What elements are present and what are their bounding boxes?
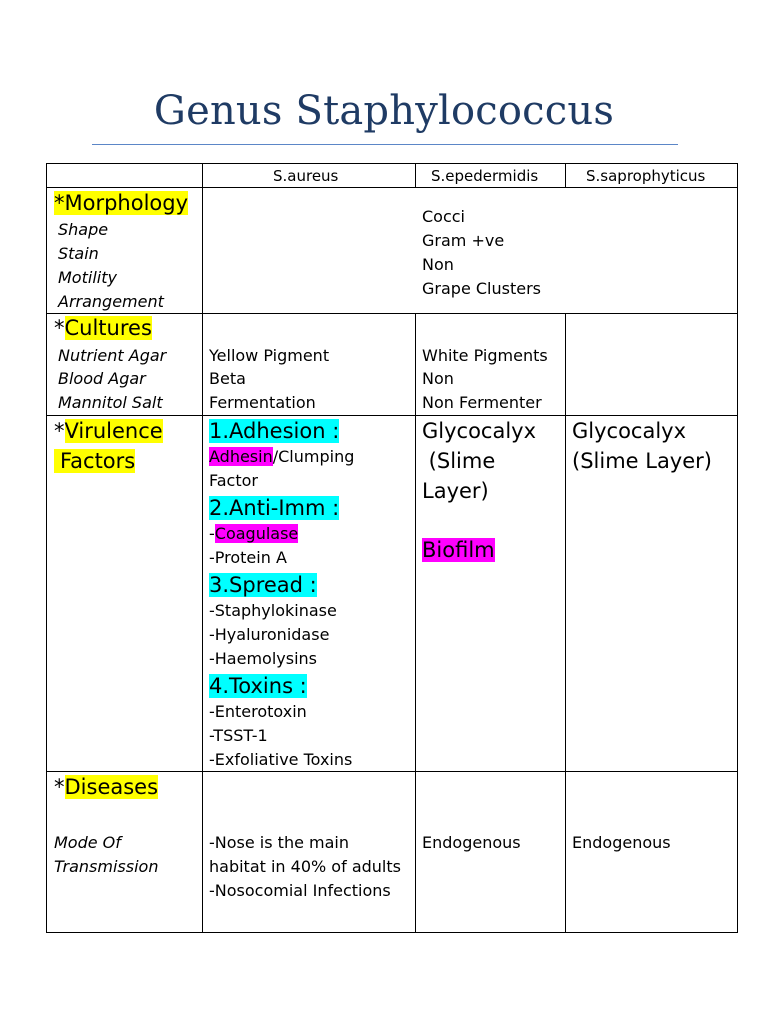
- morphology-value-stain: Gram +ve: [422, 231, 505, 250]
- antiimm-title: [209, 493, 339, 523]
- spread-item: -Hyaluronidase: [209, 625, 330, 644]
- epidermidis-biofilm: [422, 535, 495, 565]
- biofilm-highlight: Biofilm: [422, 538, 495, 562]
- toxins-title-text: 4.Toxins :: [209, 674, 307, 698]
- grid-v4: [737, 163, 738, 933]
- title-underline: [92, 144, 678, 145]
- grid-v0: [46, 163, 47, 933]
- clumping-text: /Clumping: [272, 447, 355, 466]
- cultures-aureus-mannitol: Fermentation: [209, 393, 316, 412]
- toxins-title: [209, 671, 307, 701]
- cultures-label-mannitol: Mannitol Salt: [58, 393, 163, 412]
- cultures-heading-star: *: [54, 316, 65, 340]
- adhesin-line: [209, 445, 354, 469]
- col-header-epidermidis: S.epedermidis: [431, 167, 539, 185]
- adhesion-title: [209, 416, 339, 446]
- factor-text: Factor: [209, 471, 258, 490]
- diseases-heading-text: Diseases: [64, 775, 159, 799]
- diseases-heading-star: *: [54, 775, 65, 799]
- cultures-aureus-blood: Beta: [209, 369, 246, 388]
- saprophyticus-glycocalyx-2: (Slime Layer): [572, 449, 712, 473]
- epidermidis-glycocalyx-3: Layer): [422, 479, 489, 503]
- morphology-value-motility: Non: [422, 255, 454, 274]
- protein-a-text: -Protein A: [209, 548, 287, 567]
- spread-item: -Haemolysins: [209, 649, 317, 668]
- morphology-label-stain: Stain: [58, 244, 99, 263]
- epidermidis-glycocalyx-1: Glycocalyx: [422, 419, 537, 443]
- antiimm-title-text: 2.Anti-Imm :: [209, 496, 340, 520]
- cultures-epidermidis-blood: Non: [422, 369, 454, 388]
- grid-v3b: [565, 313, 566, 933]
- coagulase-highlight: Coagulase: [214, 524, 299, 543]
- grid-v1: [202, 163, 203, 933]
- col-header-aureus: S.aureus: [273, 167, 339, 185]
- diseases-aureus-2: habitat in 40% of adults: [209, 857, 401, 876]
- toxin-item: -Exfoliative Toxins: [209, 750, 353, 769]
- toxin-item: -Enterotoxin: [209, 702, 307, 721]
- cultures-heading: [54, 313, 152, 343]
- spread-title: [209, 570, 317, 600]
- grid-h5: [46, 932, 738, 933]
- adhesion-title-text: 1.Adhesion :: [209, 419, 340, 443]
- mode-label-line1: Mode Of: [54, 833, 121, 852]
- cultures-epidermidis-mannitol: Non Fermenter: [422, 393, 542, 412]
- cultures-label-blood: Blood Agar: [58, 369, 146, 388]
- morphology-label-motility: Motility: [58, 268, 117, 287]
- morphology-value-arrangement: Grape Clusters: [422, 279, 541, 298]
- cultures-epidermidis-nutrient: White Pigments: [422, 346, 548, 365]
- morphology-value-shape: Cocci: [422, 207, 465, 226]
- diseases-aureus-3: -Nosocomial Infections: [209, 881, 391, 900]
- col-header-saprophyticus: S.saprophyticus: [586, 167, 706, 185]
- virulence-heading-line2: [54, 446, 135, 476]
- cultures-label-nutrient: Nutrient Agar: [58, 346, 167, 365]
- toxin-item: -TSST-1: [209, 726, 268, 745]
- morphology-heading-text: Morphology: [64, 191, 189, 215]
- cultures-aureus-nutrient: Yellow Pigment: [209, 346, 330, 365]
- mode-label-line2: Transmission: [54, 857, 159, 876]
- virulence-heading-line1: [54, 416, 163, 446]
- adhesin-highlight: Adhesin: [209, 447, 273, 466]
- coagulase-dash: -: [209, 524, 215, 543]
- virulence-heading-star: *: [54, 419, 65, 443]
- saprophyticus-glycocalyx-1: Glycocalyx: [572, 419, 687, 443]
- spread-item: -Staphylokinase: [209, 601, 337, 620]
- morphology-label-arrangement: Arrangement: [58, 292, 164, 311]
- morphology-heading-star: *: [54, 191, 65, 215]
- epidermidis-glycocalyx-2: (Slime: [422, 449, 496, 473]
- page-title: Genus Staphylococcus: [153, 88, 615, 134]
- diseases-aureus-1: -Nose is the main: [209, 833, 349, 852]
- spread-title-text: 3.Spread :: [209, 573, 317, 597]
- diseases-heading: [54, 772, 158, 802]
- diseases-epidermidis: Endogenous: [422, 833, 521, 852]
- virulence-heading-text1: Virulence: [64, 419, 163, 443]
- virulence-heading-text2: Factors: [54, 449, 135, 473]
- morphology-label-shape: Shape: [58, 220, 109, 239]
- morphology-heading: [54, 188, 188, 218]
- cultures-heading-text: Cultures: [64, 316, 152, 340]
- coagulase-line: [209, 522, 298, 546]
- diseases-saprophyticus: Endogenous: [572, 833, 671, 852]
